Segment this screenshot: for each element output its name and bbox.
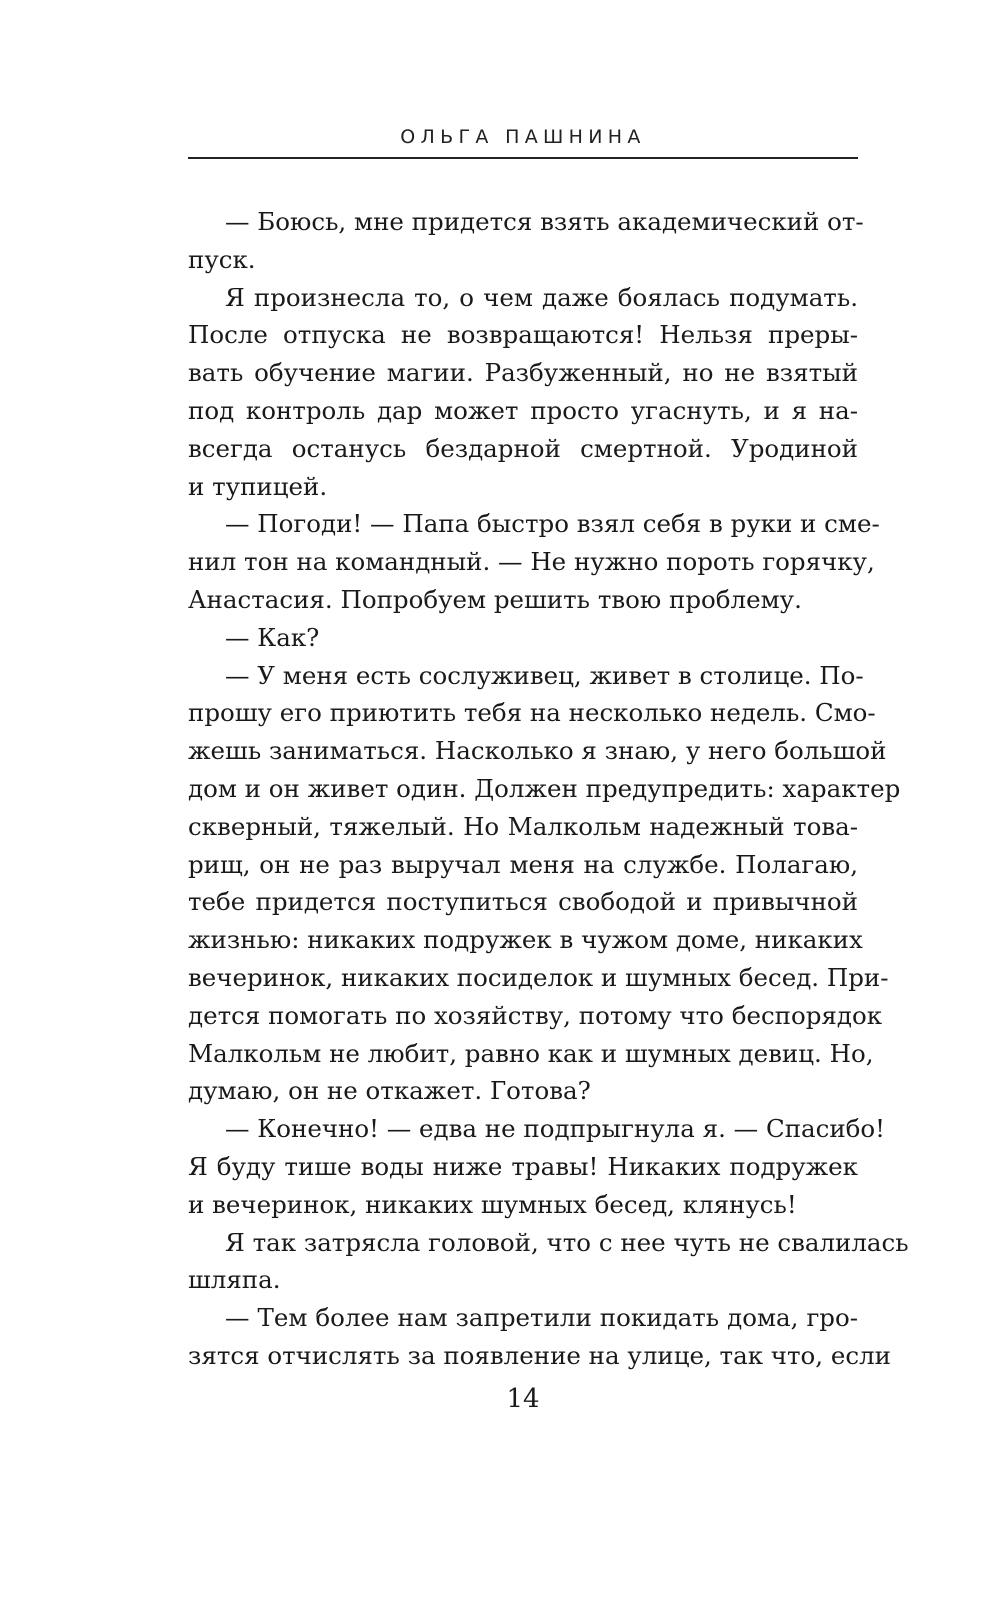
text-line: жешь заниматься. Насколько я знаю, у него большой	[188, 736, 887, 766]
text-line: — Тем более нам запретили покидать дома, гро-	[225, 1303, 858, 1333]
text-line: думаю, он не откажет. Готова?	[188, 1076, 591, 1106]
header-rule	[188, 157, 858, 159]
text-line: дется помогать по хозяйству, потому что беспорядок	[188, 1000, 883, 1030]
text-line: прошу его приютить тебя на несколько недель. Смо-	[188, 698, 876, 728]
text-line: Я произнесла то, о чем даже боялась подумать.	[225, 282, 858, 312]
text-line: скверный, тяжелый. Но Малкольм надежный това-	[188, 811, 858, 841]
text-line: под контроль дар может просто угаснуть, и я на-	[188, 395, 858, 425]
text-line: — Боюсь, мне придется взять академический от-	[225, 207, 864, 236]
text-line: и вечеринок, никаких шумных бесед, клянусь!	[188, 1189, 797, 1219]
text-line: вечеринок, никаких посиделок и шумных бесед. При-	[188, 962, 889, 992]
text-line: Я буду тише воды ниже травы! Никаких подружек	[188, 1151, 858, 1181]
text-line: пуск.	[188, 244, 256, 274]
text-line: рищ, он не раз выручал меня на службе. Полагаю,	[188, 849, 858, 879]
text-line: — Погоди! — Папа быстро взял себя в руки и сме-	[225, 509, 880, 539]
text-line: и тупицей.	[188, 471, 328, 501]
text-line: — Как?	[225, 622, 320, 652]
text-line: вать обучение магии. Разбуженный, но не взятый	[188, 358, 858, 388]
text-line: зятся отчислять за появление на улице, так что, если	[188, 1340, 891, 1370]
text-line: — Конечно! — едва не подпрыгнула я. — Спасибо!	[225, 1114, 886, 1144]
running-header-author: ОЛЬГА ПАШНИНА	[400, 126, 646, 148]
body-text	[188, 203, 909, 1375]
text-line: нил тон на командный. — Не нужно пороть горячку,	[188, 547, 875, 577]
text-line: жизнью: никаких подружек в чужом доме, никаких	[188, 925, 863, 955]
text-line: Я так затрясла головой, что с нее чуть не свалилась	[225, 1227, 909, 1257]
text-line: Анастасия. Попробуем решить твою проблему.	[188, 584, 802, 614]
text-line: всегда останусь бездарной смертной. Уродиной	[188, 433, 858, 463]
text-line: тебе придется поступиться свободой и привычной	[188, 887, 858, 917]
page-number: 14	[506, 1384, 540, 1414]
text-line: — У меня есть сослуживец, живет в столице. По-	[225, 660, 864, 690]
text-line: шляпа.	[188, 1265, 281, 1295]
text-line: После отпуска не возвращаются! Нельзя преры-	[188, 320, 858, 350]
text-line: Малкольм не любит, равно как и шумных девиц. Но,	[188, 1038, 874, 1068]
text-line: дом и он живет один. Должен предупредить: характер	[188, 773, 901, 803]
